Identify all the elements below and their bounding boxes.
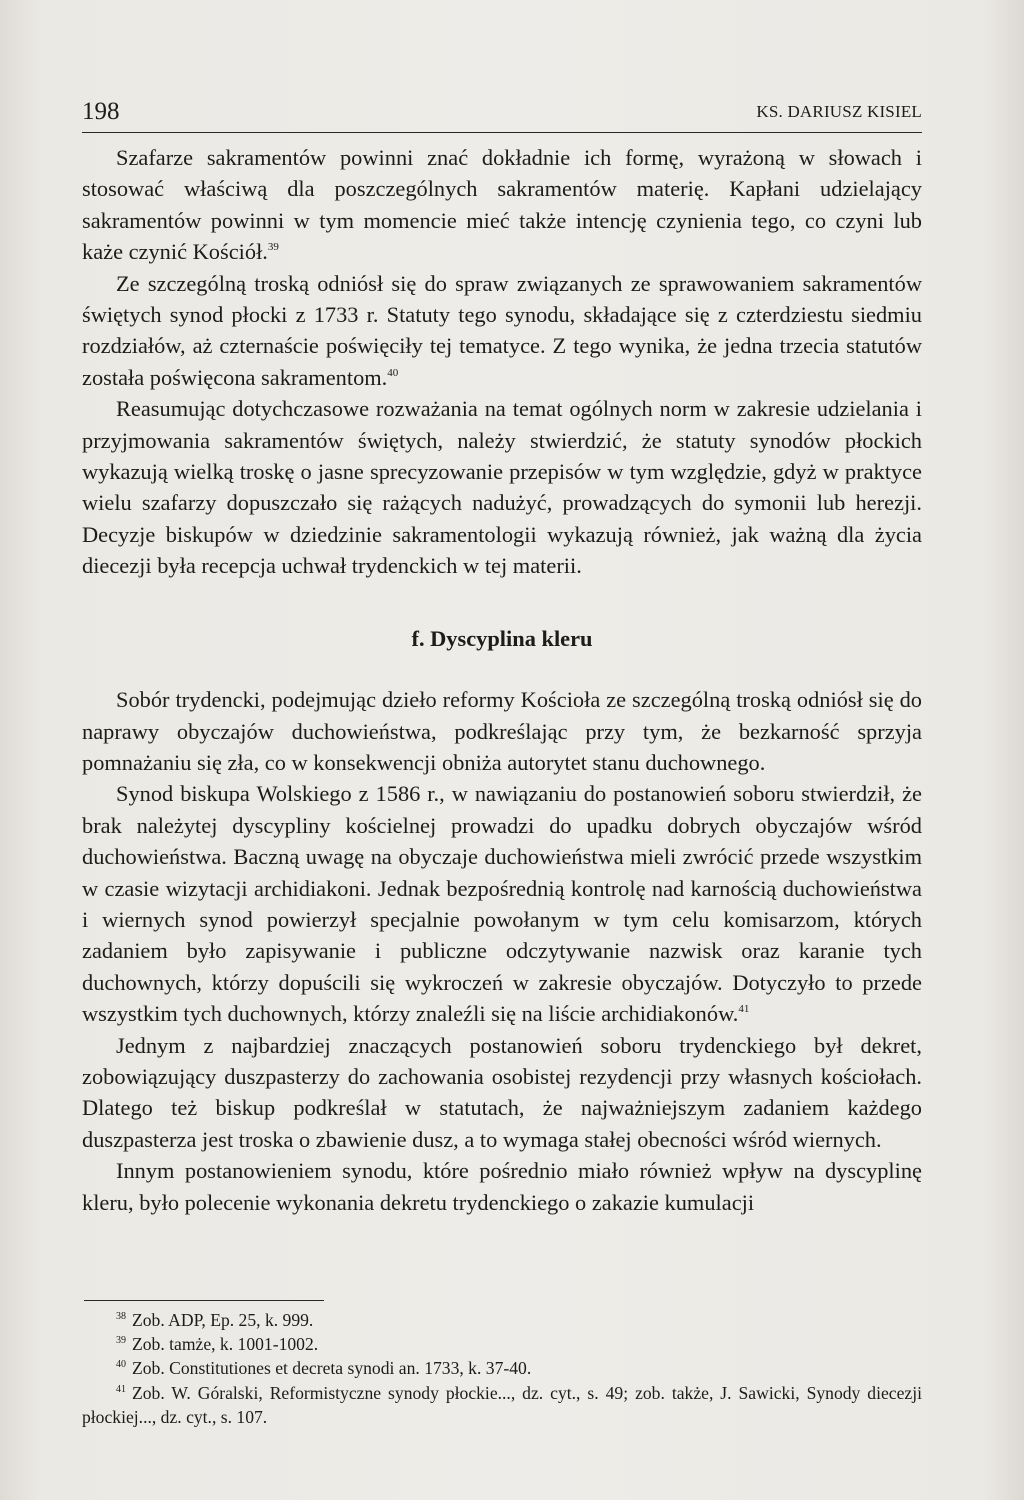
footnote: $^{38}$ Zob. ADP, Ep. 25, k. 999. bbox=[116, 1310, 314, 1330]
paragraph: Jednym z najbardziej znaczących postanowień soboru trydenckiego był dekret, zobowiązujący duszpasterzy do zachowania osobistej rezydencji przy własnych kościołach. Dlatego też biskup podkreślał w statutach, że najważniejszym zadaniem każdego duszpasterza jest troska o zbawienie dusz, a to wymaga stałej obecności wśród wiernych. bbox=[82, 1032, 922, 1152]
footnote-number: 39 bbox=[116, 1335, 126, 1347]
page-header bbox=[82, 98, 922, 133]
footnote-number: 41 bbox=[116, 1383, 126, 1395]
footnote-divider bbox=[84, 1300, 324, 1301]
running-head: KS. DARIUSZ KISIEL bbox=[756, 102, 922, 121]
page-number: 198 bbox=[82, 98, 120, 125]
footnote-ref[interactable]: 39 bbox=[267, 241, 279, 254]
footnote-number: 38 bbox=[116, 1311, 126, 1322]
paragraph: Reasumując dotychczasowe rozważania na temat ogólnych norm w zakresie udzielania i przyjmowania sakramentów świętych, należy stwierdzić, że statuty synodów płockich wykazują wielką troskę o jasne sprecyzowanie przepisów w tym względzie, gdyż w praktyce wielu szafarzy dopuszczało się rażących nadużyć, prowadzących do symonii lub herezji. Decyzje biskupów w dziedzinie sakramentologii wykazują również, jak ważną dla życia diecezji była recepcja uchwał trydenckich w tej materii. bbox=[82, 396, 922, 579]
footnotes bbox=[82, 1308, 922, 1429]
footnote-number: 40 bbox=[116, 1359, 126, 1371]
footnote-ref[interactable]: 41 bbox=[738, 1003, 750, 1016]
paragraph: Synod biskupa Wolskiego z 1586 r., w nawiązaniu do postanowień soboru stwierdził, że brak należytej dyscypliny kościelnej prowadzi do upadku dobrych obyczajów wśród duchowieństwa. Baczną uwagę na obyczaje duchowieństwa mieli zwrócić przede wszystkim w czasie wizytacji archidiakoni. Jednak bezpośrednią kontrolę nad karnością duchowieństwa i wiernych synod powierzył specjalnie powołanym w tym celu komisarzom, których zadaniem było zapisywanie i publiczne odczytywanie nazwisk oraz karanie tych duchownych, którzy dopuścili się wykroczeń w zakresie obyczajów. Dotyczyło to przede wszystkim tych duchownych, którzy znaleźli się na liście archidiakonów.$^{41}$ bbox=[82, 781, 922, 1027]
paragraph: Szafarze sakramentów powinni znać dokładnie ich formę, wyrażoną w słowach i stosować właściwą dla poszczególnych sakramentów materię. Kapłani udzielający sakramentów powinni w tym momencie mieć także intencję czynienia tego, co czyni lub każe czynić Kościół.$^{39}$ bbox=[82, 145, 922, 265]
body-text bbox=[82, 142, 922, 1218]
footnote: $^{41}$ Zob. W. Góralski, Reformistyczne synody płockie..., dz. cyt., s. 49; zob. także, J. Sawicki, Synody diecezji płockiej..., dz. cyt., s. 107. bbox=[82, 1382, 922, 1427]
section-heading: f. Dyscyplina kleru bbox=[411, 625, 593, 651]
footnote: $^{40}$ Zob. Constitutiones et decreta synodi an. 1733, k. 37-40. bbox=[116, 1358, 532, 1379]
footnote: $^{39}$ Zob. tamże, k. 1001-1002. bbox=[116, 1334, 319, 1355]
paragraph: Ze szczególną troską odniósł się do spraw związanych ze sprawowaniem sakramentów świętych synod płocki z 1733 r. Statuty tego synodu, składające się z czterdziestu siedmiu rozdziałów, aż czternaście poświęciły tej tematyce. Z tego wynika, że jedna trzecia statutów została poświęcona sakramentom.$^{40}$ bbox=[82, 270, 922, 390]
footnote-ref[interactable]: 40 bbox=[387, 366, 399, 379]
paragraph: Sobór trydencki, podejmując dzieło reformy Kościoła ze szczególną troską odniósł się do naprawy obyczajów duchowieństwa, podkreślając przy tym, że bezkarność sprzyja pomnażaniu się zła, co w konsekwencji obniża autorytet stanu duchownego. bbox=[82, 687, 922, 775]
paragraph: Innym postanowieniem synodu, które pośrednio miało również wpływ na dyscyplinę kleru, było polecenie wykonania dekretu trydenckiego o zakazie kumulacji bbox=[82, 1158, 922, 1215]
